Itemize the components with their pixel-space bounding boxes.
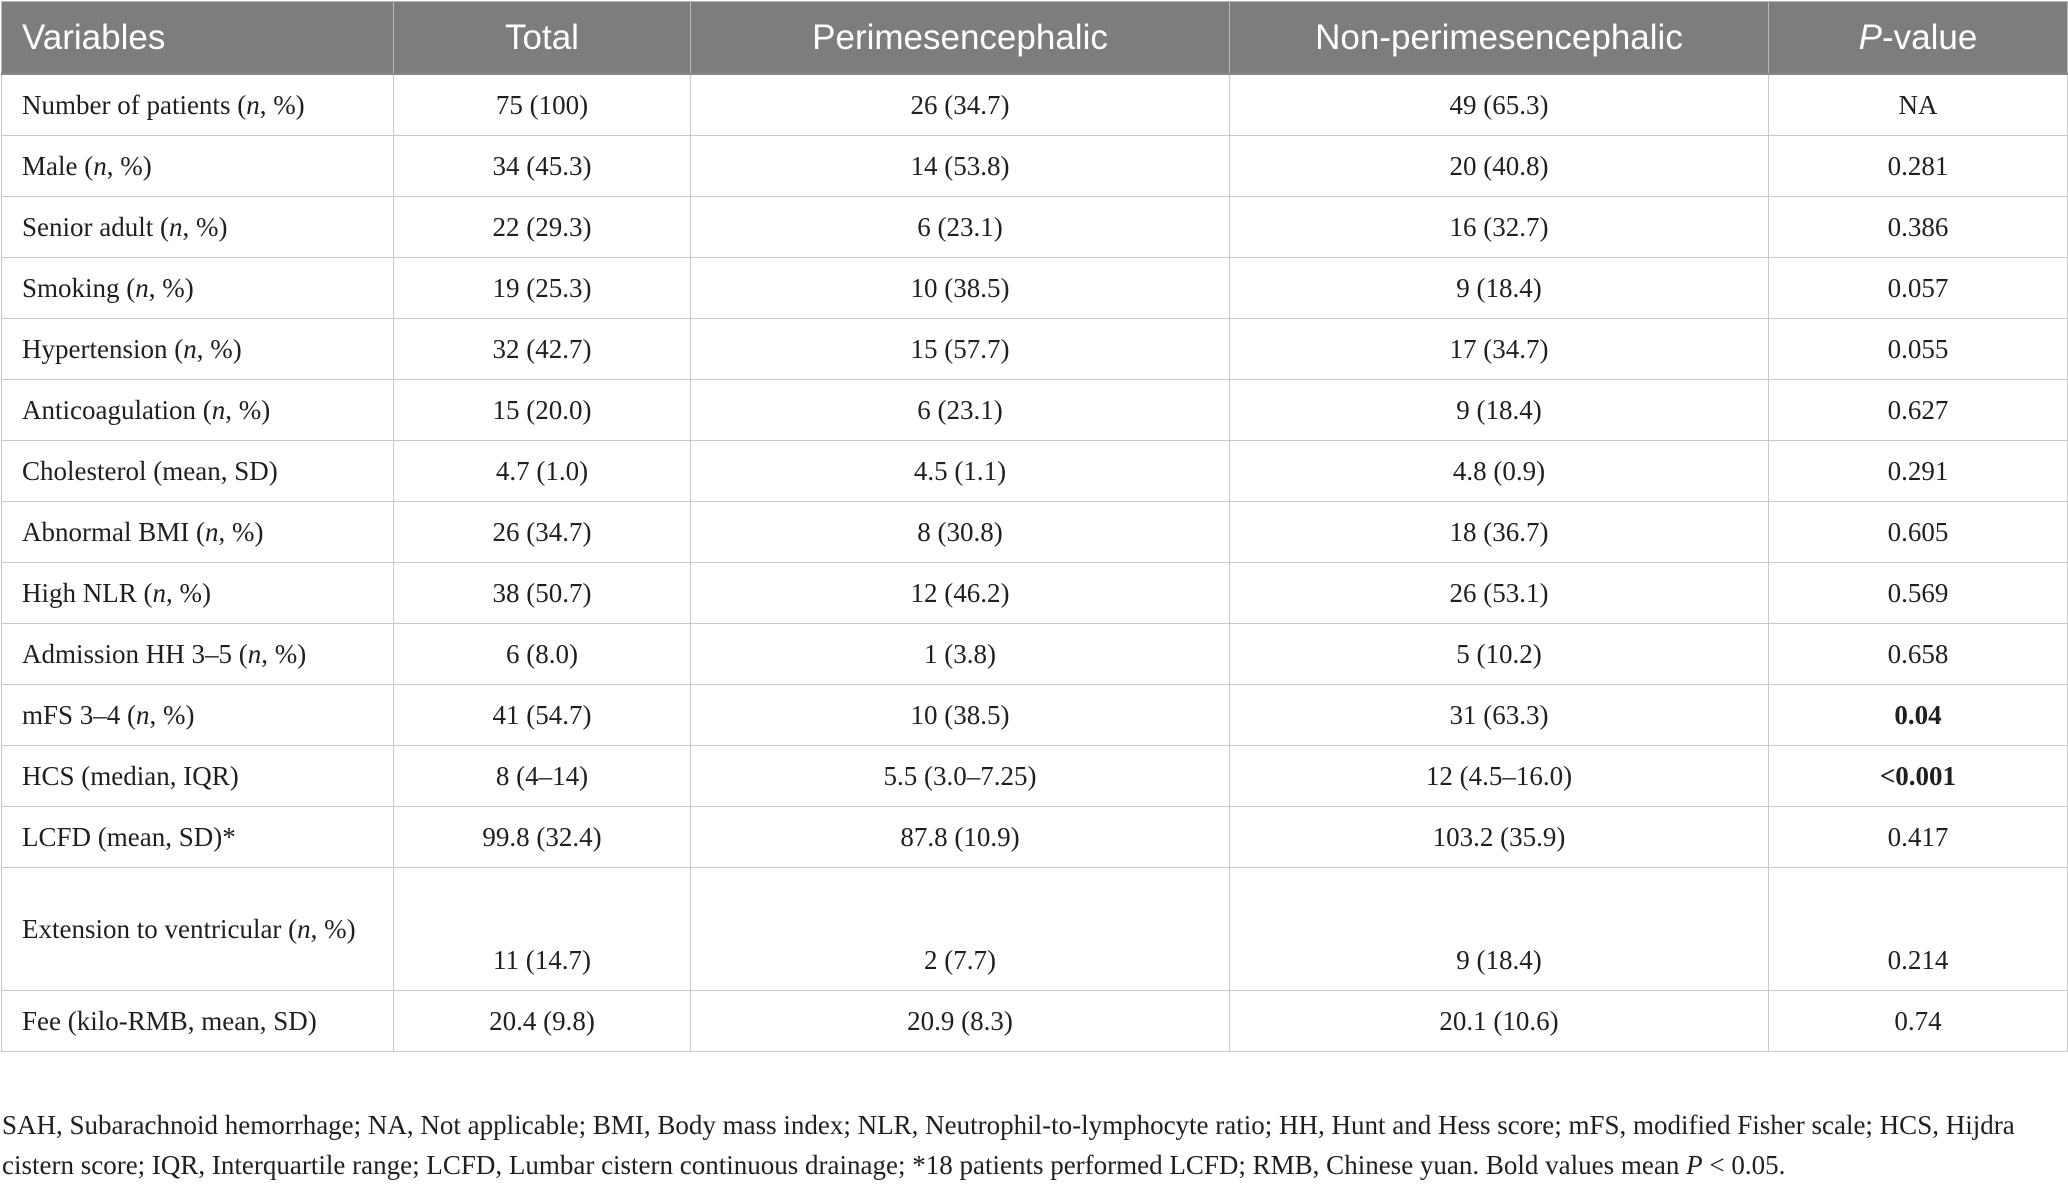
cell-total: 11 (14.7) bbox=[394, 868, 691, 991]
cell-non-perimesencephalic: 17 (34.7) bbox=[1230, 319, 1769, 380]
cell-total: 20.4 (9.8) bbox=[394, 991, 691, 1052]
cell-perimesencephalic: 87.8 (10.9) bbox=[691, 807, 1230, 868]
cell-p-value: 0.658 bbox=[1769, 624, 2068, 685]
cell-non-perimesencephalic: 20 (40.8) bbox=[1230, 136, 1769, 197]
cell-total: 32 (42.7) bbox=[394, 319, 691, 380]
variable-label: Fee (kilo-RMB, mean, SD) bbox=[22, 1005, 317, 1036]
variable-label-end: , %) bbox=[225, 394, 271, 425]
variable-label-italic: n bbox=[246, 89, 260, 120]
variable-label-italic: n bbox=[183, 333, 197, 364]
cell-variable bbox=[2, 74, 394, 136]
variable-label: High NLR ( bbox=[22, 577, 153, 608]
cell-p-value: 0.214 bbox=[1769, 868, 2068, 991]
variable-label: Extension to ventricular ( bbox=[22, 914, 298, 944]
variable-label-end: , %) bbox=[261, 638, 307, 669]
variable-label: mFS 3–4 ( bbox=[22, 699, 137, 730]
cell-total: 99.8 (32.4) bbox=[394, 807, 691, 868]
header-variables: Variables bbox=[2, 2, 394, 75]
cell-total: 34 (45.3) bbox=[394, 136, 691, 197]
variable-label-italic: n bbox=[152, 577, 166, 608]
variable-label: Male ( bbox=[22, 150, 94, 181]
table-row bbox=[2, 685, 2068, 746]
cell-total: 8 (4–14) bbox=[394, 746, 691, 807]
header-p-italic: P bbox=[1858, 17, 1883, 57]
cell-total: 6 (8.0) bbox=[394, 624, 691, 685]
variable-label-italic: n bbox=[297, 914, 311, 944]
cell-p-value: 0.417 bbox=[1769, 807, 2068, 868]
cell-non-perimesencephalic: 9 (18.4) bbox=[1230, 380, 1769, 441]
variable-label: LCFD (mean, SD)* bbox=[22, 821, 236, 852]
cell-perimesencephalic: 4.5 (1.1) bbox=[691, 441, 1230, 502]
table-row bbox=[2, 502, 2068, 563]
cell-perimesencephalic: 6 (23.1) bbox=[691, 380, 1230, 441]
variable-label-italic: n bbox=[136, 699, 150, 730]
cell-perimesencephalic: 26 (34.7) bbox=[691, 74, 1230, 136]
table-row bbox=[2, 807, 2068, 868]
cell-perimesencephalic: 14 (53.8) bbox=[691, 136, 1230, 197]
cell-variable bbox=[2, 991, 394, 1052]
variable-label-end: , %) bbox=[149, 699, 195, 730]
table-row bbox=[2, 991, 2068, 1052]
header-perimesencephalic: Perimesencephalic bbox=[691, 2, 1230, 75]
variable-label-end: , %) bbox=[259, 89, 305, 120]
cell-non-perimesencephalic: 18 (36.7) bbox=[1230, 502, 1769, 563]
results-table bbox=[1, 1, 2068, 1052]
cell-p-value: 0.74 bbox=[1769, 991, 2068, 1052]
cell-variable bbox=[2, 258, 394, 319]
variable-label-end: , %) bbox=[196, 333, 242, 364]
footnote-end: < 0.05. bbox=[1702, 1150, 1786, 1180]
variable-label-end: , %) bbox=[218, 516, 264, 547]
variable-label-italic: n bbox=[204, 516, 219, 547]
cell-p-value: <0.001 bbox=[1769, 746, 2068, 807]
cell-variable bbox=[2, 563, 394, 624]
variable-label-end: , %) bbox=[148, 272, 194, 303]
cell-variable bbox=[2, 502, 394, 563]
header-total: Total bbox=[394, 2, 691, 75]
table-row bbox=[2, 74, 2068, 136]
cell-variable bbox=[2, 624, 394, 685]
cell-perimesencephalic: 15 (57.7) bbox=[691, 319, 1230, 380]
cell-perimesencephalic: 5.5 (3.0–7.25) bbox=[691, 746, 1230, 807]
cell-perimesencephalic: 8 (30.8) bbox=[691, 502, 1230, 563]
cell-p-value: 0.04 bbox=[1769, 685, 2068, 746]
cell-total: 41 (54.7) bbox=[394, 685, 691, 746]
header-p-rest: -value bbox=[1882, 17, 1978, 57]
cell-non-perimesencephalic: 20.1 (10.6) bbox=[1230, 991, 1769, 1052]
variable-label-end: , %) bbox=[106, 150, 152, 181]
cell-p-value: 0.291 bbox=[1769, 441, 2068, 502]
cell-perimesencephalic: 10 (38.5) bbox=[691, 258, 1230, 319]
cell-total: 26 (34.7) bbox=[394, 502, 691, 563]
cell-total: 4.7 (1.0) bbox=[394, 441, 691, 502]
footnote-p-italic: P bbox=[1686, 1150, 1703, 1180]
cell-total: 15 (20.0) bbox=[394, 380, 691, 441]
cell-non-perimesencephalic: 31 (63.3) bbox=[1230, 685, 1769, 746]
table-row bbox=[2, 380, 2068, 441]
cell-variable bbox=[2, 319, 394, 380]
cell-perimesencephalic: 1 (3.8) bbox=[691, 624, 1230, 685]
cell-total: 38 (50.7) bbox=[394, 563, 691, 624]
cell-variable bbox=[2, 136, 394, 197]
cell-non-perimesencephalic: 16 (32.7) bbox=[1230, 197, 1769, 258]
table-row bbox=[2, 563, 2068, 624]
variable-label: Smoking ( bbox=[22, 272, 136, 303]
variable-label-end: , %) bbox=[166, 577, 211, 608]
cell-variable bbox=[2, 746, 394, 807]
cell-non-perimesencephalic: 103.2 (35.9) bbox=[1230, 807, 1769, 868]
variable-label: Senior adult ( bbox=[22, 211, 169, 242]
cell-p-value: 0.281 bbox=[1769, 136, 2068, 197]
cell-p-value: NA bbox=[1769, 74, 2068, 136]
table-row bbox=[2, 197, 2068, 258]
header-non-perimesencephalic: Non-perimesencephalic bbox=[1230, 2, 1769, 75]
cell-non-perimesencephalic: 12 (4.5–16.0) bbox=[1230, 746, 1769, 807]
cell-total: 19 (25.3) bbox=[394, 258, 691, 319]
variable-label-italic: n bbox=[211, 394, 226, 425]
table-row bbox=[2, 624, 2068, 685]
variable-label: Anticoagulation ( bbox=[22, 394, 212, 425]
table-row bbox=[2, 136, 2068, 197]
cell-p-value: 0.057 bbox=[1769, 258, 2068, 319]
variable-label: Abnormal BMI ( bbox=[22, 516, 205, 547]
table-row bbox=[2, 319, 2068, 380]
cell-variable bbox=[2, 685, 394, 746]
table-row bbox=[2, 868, 2068, 991]
cell-variable bbox=[2, 380, 394, 441]
cell-perimesencephalic: 12 (46.2) bbox=[691, 563, 1230, 624]
cell-perimesencephalic: 10 (38.5) bbox=[691, 685, 1230, 746]
header-p-value bbox=[1769, 2, 2068, 75]
table-body bbox=[2, 74, 2068, 1052]
cell-variable bbox=[2, 807, 394, 868]
cell-non-perimesencephalic: 5 (10.2) bbox=[1230, 624, 1769, 685]
table-row bbox=[2, 441, 2068, 502]
cell-perimesencephalic: 2 (7.7) bbox=[691, 868, 1230, 991]
variable-label: Admission HH 3–5 ( bbox=[22, 638, 248, 669]
variable-label: Number of patients ( bbox=[22, 89, 247, 120]
cell-variable bbox=[2, 441, 394, 502]
variable-label-italic: n bbox=[168, 211, 183, 242]
cell-non-perimesencephalic: 26 (53.1) bbox=[1230, 563, 1769, 624]
cell-total: 75 (100) bbox=[394, 74, 691, 136]
cell-non-perimesencephalic: 4.8 (0.9) bbox=[1230, 441, 1769, 502]
table-footnote bbox=[2, 1105, 2042, 1185]
variable-label-end: , %) bbox=[310, 914, 356, 944]
variable-label-italic: n bbox=[247, 638, 262, 669]
cell-variable bbox=[2, 197, 394, 258]
variable-label: Hypertension ( bbox=[22, 333, 184, 364]
cell-variable bbox=[2, 868, 394, 991]
cell-p-value: 0.605 bbox=[1769, 502, 2068, 563]
footnote-text: SAH, Subarachnoid hemorrhage; NA, Not applicable; BMI, Body mass index; NLR, Neutrophil-to-lymphocyte ratio; HH, Hunt and Hess score; mFS, modified Fisher scale; HCS, Hijdra cistern score; IQR, Interquartile range; LCFD, Lumbar cistern continuous drainage; *18 patients performed LCFD; RMB, Chinese yuan. Bold values mean bbox=[2, 1110, 2015, 1180]
cell-p-value: 0.627 bbox=[1769, 380, 2068, 441]
variable-label-end: , %) bbox=[182, 211, 228, 242]
cell-non-perimesencephalic: 49 (65.3) bbox=[1230, 74, 1769, 136]
table-header-row bbox=[2, 2, 2068, 75]
cell-p-value: 0.055 bbox=[1769, 319, 2068, 380]
cell-perimesencephalic: 6 (23.1) bbox=[691, 197, 1230, 258]
table-row bbox=[2, 746, 2068, 807]
cell-perimesencephalic: 20.9 (8.3) bbox=[691, 991, 1230, 1052]
cell-p-value: 0.569 bbox=[1769, 563, 2068, 624]
variable-label: HCS (median, IQR) bbox=[22, 760, 239, 791]
cell-non-perimesencephalic: 9 (18.4) bbox=[1230, 868, 1769, 991]
cell-total: 22 (29.3) bbox=[394, 197, 691, 258]
cell-non-perimesencephalic: 9 (18.4) bbox=[1230, 258, 1769, 319]
table-row bbox=[2, 258, 2068, 319]
variable-label-italic: n bbox=[93, 150, 107, 181]
cell-p-value: 0.386 bbox=[1769, 197, 2068, 258]
variable-label: Cholesterol (mean, SD) bbox=[22, 455, 278, 486]
variable-label-italic: n bbox=[135, 272, 149, 303]
